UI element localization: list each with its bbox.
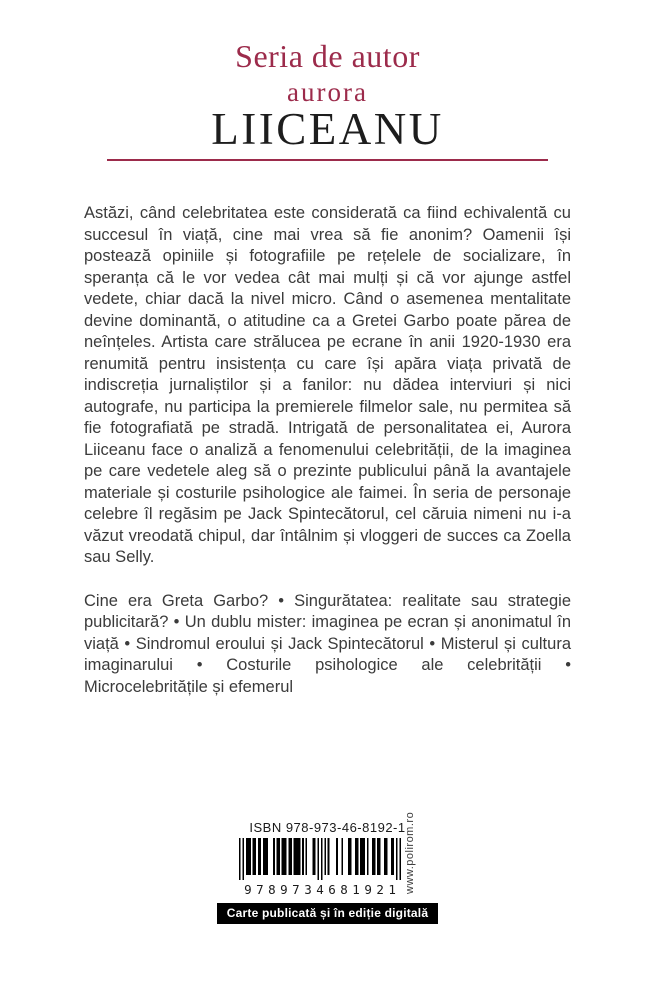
cover-footer <box>0 811 655 924</box>
isbn-label: ISBN 978-973-46-8192-1 <box>249 820 406 835</box>
book-topics: Cine era Greta Garbo? • Singurătatea: realitate sau strategie publicitară? • Un dublu mister: imaginea pe ecran și anonimatul în viață • Sindromul eroului și Jack Spintecătorul • Misterul și cultura imaginarului • Costurile psihologice ale celebrității • Microcelebritățile și efemerul <box>84 591 571 696</box>
author-last-name: LIICEANU <box>211 104 444 154</box>
back-cover-text <box>84 203 571 698</box>
cover-header <box>0 0 655 161</box>
digital-edition-badge: Carte publicată și în ediție digitală <box>217 903 438 924</box>
publisher-website: www.polirom.ro <box>404 811 416 894</box>
book-description: Astăzi, când celebritatea este considerată ca fiind echivalentă cu succesul în viață, cine mai vrea să fie anonim? Oamenii își postează opiniile și fotografiile pe rețelele de socializare, în speranța că le vor vedea cât mai mulți și că vor ajunge astfel vedete, chiar dacă la nivel micro. Când o asemenea mentalitate devine dominantă, o atitudine ca a Gretei Garbo poate părea de neînțeles. Artista care strălucea pe ecrane în anii 1920-1930 era renumită pentru insistența cu care își apăra viața privată de indiscreția jurnaliștilor și a fanilor: nu dădea interviuri și nici autografe, nu participa la premierele filmelor sale, nu permitea să fie fotografiată pe stradă. Intrigată de personalitatea ei, Aurora Liiceanu face o analiză a fenomenului celebrității, de la imaginea pe care vedetele aleg să o prezinte publicului până la avantajele materiale și costurile psihologice ale faimei. În seria de personaje celebre îl regăsim pe Jack Spintecătorul, cel căruia nimeni nu i-a văzut vreodată chipul, dar întâlnim și vloggeri de succes ca Zoella sau Selly. <box>84 204 571 566</box>
series-title: Seria de autor <box>235 38 420 74</box>
ean-digits: 9789734681921 <box>244 882 401 897</box>
header-divider-rule <box>107 159 548 161</box>
barcode-column <box>239 838 401 897</box>
barcode-bars <box>239 838 401 880</box>
author-first-name: aurora <box>287 77 368 107</box>
